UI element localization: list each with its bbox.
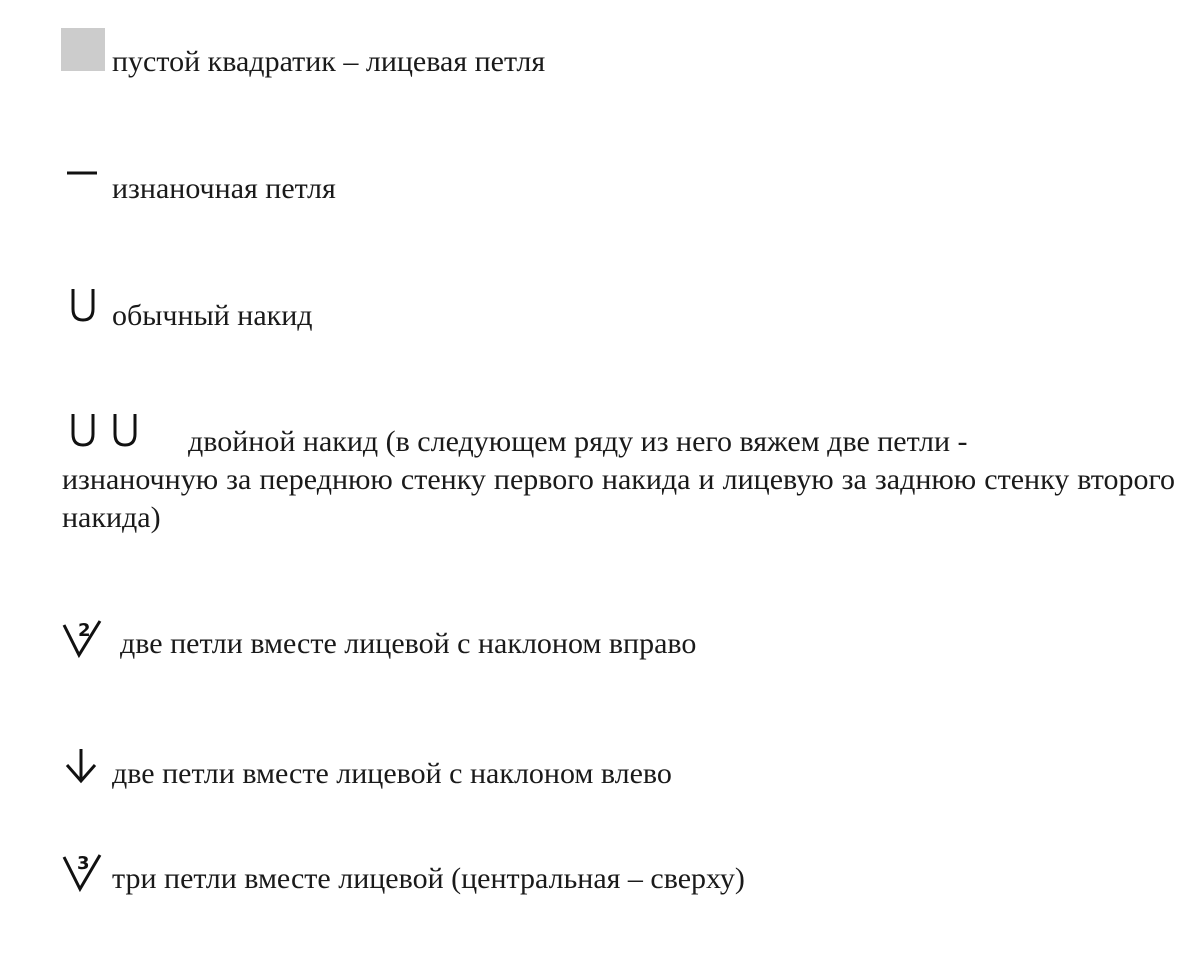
v-with-2-icon	[62, 615, 106, 657]
legend-text-knit-stitch: пустой квадратик – лицевая петля	[112, 45, 546, 78]
legend-text-purl-stitch: изнаночная петля	[112, 172, 336, 205]
double-u-icon	[70, 413, 140, 447]
legend-text-k2tog-left: две петли вместе лицевой с наклоном влево	[112, 757, 672, 790]
svg-text:3: 3	[77, 853, 90, 874]
svg-text:2: 2	[78, 620, 91, 641]
u-icon	[70, 288, 96, 322]
v-with-3-icon	[62, 849, 106, 891]
gray-square-icon	[61, 28, 105, 71]
legend-text-yarn-over: обычный накид	[112, 299, 313, 332]
dash-icon	[66, 170, 98, 176]
legend-text-k3tog: три петли вместе лицевой (центральная – сверху)	[112, 862, 745, 895]
down-arrow-icon	[64, 747, 98, 783]
legend-text-double-yarn-over-line1: двойной накид (в следующем ряду из него вяжем две петли -	[188, 425, 968, 458]
legend-text-k2tog-right: две петли вместе лицевой с наклоном вправо	[120, 627, 697, 660]
legend-text-double-yarn-over-rest: изнаночную за переднюю стенку первого накида и лицевую за заднюю стенку второго накида)	[62, 463, 1175, 534]
